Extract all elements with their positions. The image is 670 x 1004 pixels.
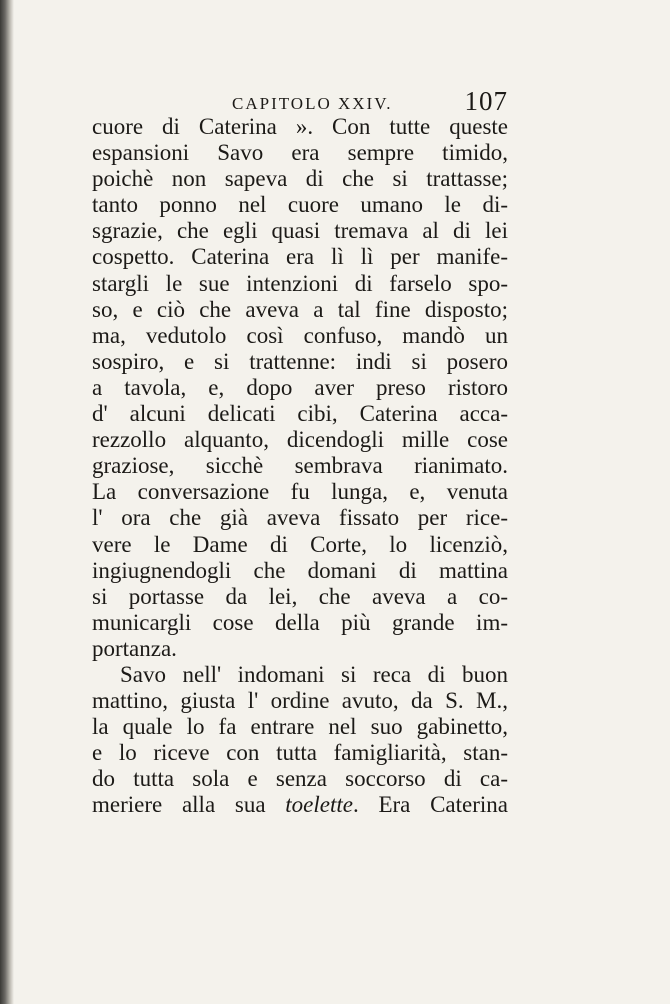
text-line: ma, vedutolo così confuso, mandò un (92, 322, 508, 348)
running-head (92, 86, 508, 116)
text-line-with-italic (92, 792, 508, 818)
text-segment: . Era Caterina (352, 792, 508, 818)
text-line: tanto ponno nel cuore umano le di- (92, 192, 508, 218)
text-line: si portasse da lei, che aveva a co- (92, 583, 508, 609)
text-line: l' ora che già aveva fissato per rice- (92, 505, 508, 531)
text-line: stargli le sue intenzioni di farselo spo- (92, 270, 508, 296)
text-line: graziose, sicchè sembrava rianimato. (92, 453, 508, 479)
body-text (92, 114, 508, 819)
text-line: municargli cose della più grande im- (92, 609, 508, 635)
text-line: espansioni Savo era sempre timido, (92, 140, 508, 166)
text-line: poichè non sapeva di che si trattasse; (92, 166, 508, 192)
text-line: e lo riceve con tutta famigliarità, stan- (92, 740, 508, 766)
text-line: ingiugnendogli che domani di mattina (92, 557, 508, 583)
text-line: cuore di Caterina ». Con tutte queste (92, 114, 508, 139)
text-line: la quale lo fa entrare nel suo gabinetto, (92, 714, 508, 740)
text-line: La conversazione fu lunga, e, venuta (92, 479, 508, 505)
text-segment: meriere alla sua (92, 792, 266, 818)
text-line: rezzollo alquanto, dicendogli mille cose (92, 427, 508, 453)
page-number: 107 (464, 86, 508, 116)
text-line: sospiro, e si trattenne: indi si posero (92, 348, 508, 374)
chapter-heading: CAPITOLO XXIV. (232, 94, 393, 113)
italic-word: toelette (285, 792, 353, 818)
text-line: d' alcuni delicati cibi, Caterina acca- (92, 401, 508, 427)
paragraph-last-line: portanza. (92, 635, 177, 661)
text-line: cospetto. Caterina era lì lì per manife- (92, 244, 508, 270)
text-line: a tavola, e, dopo aver preso ristoro (92, 374, 508, 400)
text-line: do tutta sola e senza soccorso di ca- (92, 766, 508, 792)
text-line: mattino, giusta l' ordine avuto, da S. M., (92, 688, 508, 714)
text-line: vere le Dame di Corte, lo licenziò, (92, 531, 508, 557)
text-line: sgrazie, che egli quasi tremava al di lei (92, 218, 508, 244)
text-line: so, e ciò che aveva a tal fine disposto; (92, 296, 508, 322)
paragraph-first-line: Savo nell' indomani si reca di buon (120, 661, 508, 687)
